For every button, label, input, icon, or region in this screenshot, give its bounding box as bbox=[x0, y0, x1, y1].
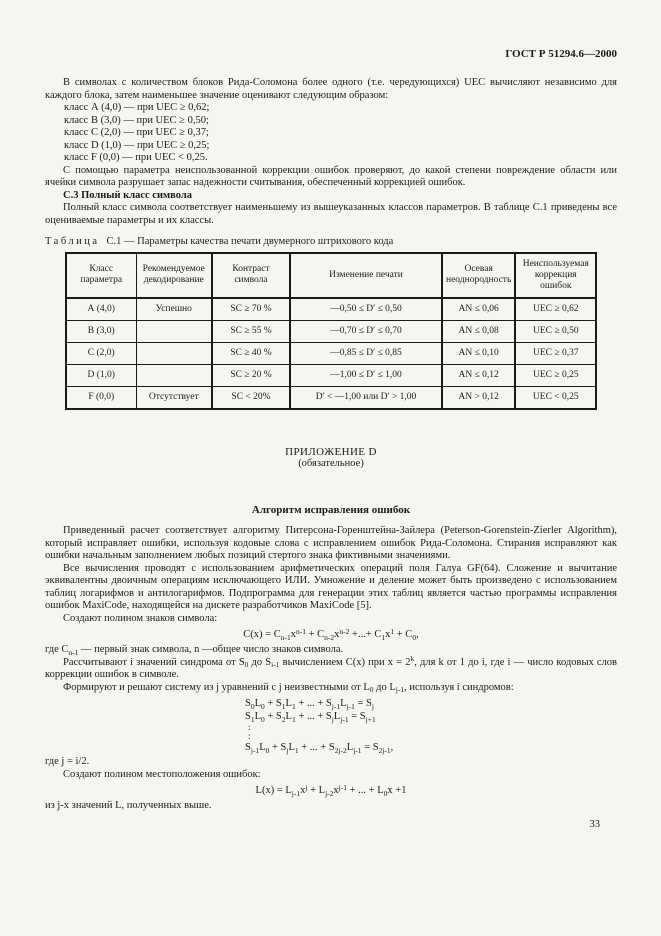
create-polynomial-line: Создают полином знаков символа: bbox=[63, 612, 218, 624]
column-header: Рекомендуемое декодирование bbox=[136, 253, 212, 298]
syndrome-equation-system bbox=[245, 697, 617, 754]
table-cell: —0,50 ≤ D′ ≤ 0,50 bbox=[290, 298, 442, 321]
equation-line: $S_1L_0 + S_2L_1$ + ... + $S_jL_{j-1} = S_{j+1}$ bbox=[245, 711, 376, 724]
table-header-row bbox=[66, 253, 596, 298]
symbol-polynomial-formula: $C(x) = C_{n-1}x^{n-1} + C_{n-2}x^{n-2}$ +...+ $C_1x^1 + C_0$, bbox=[243, 626, 419, 642]
list-item: класс D (1,0) — при UEC ≥ 0,25; bbox=[64, 139, 210, 151]
table-cell: SC ≥ 40 % bbox=[212, 342, 290, 364]
table-caption-text: С.1 — Параметры качества печати двумерного штрихового кода bbox=[106, 236, 394, 247]
table-caption bbox=[45, 236, 617, 249]
table-cell: AN > 0,12 bbox=[442, 386, 515, 409]
section-c3-heading: С.3 Полный класс символа bbox=[63, 189, 193, 201]
list-item: класс А (4,0) — при UEC ≥ 0,62; bbox=[64, 102, 210, 113]
table-cell bbox=[136, 342, 212, 364]
page-number: 33 bbox=[589, 818, 600, 830]
table-cell: С (2,0) bbox=[66, 342, 136, 364]
table-caption-word: Таблица bbox=[45, 236, 100, 247]
list-item: класс F (0,0) — при UEC < 0,25. bbox=[64, 152, 208, 163]
column-header: Неиспользуемая коррекция ошибок bbox=[515, 253, 596, 298]
uec-intro-paragraph: В символах с количеством блоков Рида-Соломона более одного (т.е. чередующихся) UEC вычисляют независимо для каждого блока, затем наименьшее значение оценивают следующим образом: bbox=[45, 77, 617, 101]
where-j-line: где j = i/2. bbox=[45, 756, 90, 767]
table-cell: D (1,0) bbox=[66, 364, 136, 386]
table-cell: —0,70 ≤ D′ ≤ 0,70 bbox=[290, 320, 442, 342]
table-cell: UEC ≥ 0,25 bbox=[515, 364, 596, 386]
table-cell: А (4,0) bbox=[66, 298, 136, 321]
table-row bbox=[66, 364, 596, 386]
table-row bbox=[66, 320, 596, 342]
list-item: класс В (3,0) — при UEC ≥ 0,50; bbox=[64, 114, 209, 126]
table-cell: —1,00 ≤ D′ ≤ 1,00 bbox=[290, 364, 442, 386]
column-header: Контраст символа bbox=[212, 253, 290, 298]
table-cell bbox=[136, 320, 212, 342]
table-cell: AN ≤ 0,08 bbox=[442, 320, 515, 342]
create-location-polynomial-line: Создают полином местоположения ошибок: bbox=[63, 768, 261, 780]
table-cell: F (0,0) bbox=[66, 386, 136, 409]
equation-line: $S_{j-1}L_0 + S_jL_1$ + ... + $S_{2j-2}L_{j-1} = S_{2j-1}$, bbox=[245, 742, 394, 755]
table-row bbox=[66, 386, 596, 409]
table-cell: SC ≥ 20 % bbox=[212, 364, 290, 386]
list-item: класс С (2,0) — при UEC ≥ 0,37; bbox=[64, 127, 209, 138]
appendix-subtitle: (обязательное) bbox=[298, 458, 364, 469]
table-cell: SC < 20% bbox=[212, 386, 290, 409]
table-cell: SC ≥ 70 % bbox=[212, 298, 290, 321]
table-row bbox=[66, 298, 596, 321]
column-header: Изменение печати bbox=[290, 253, 442, 298]
vertical-ellipsis: : bbox=[248, 731, 251, 741]
table-cell bbox=[136, 364, 212, 386]
table-row bbox=[66, 342, 596, 364]
table-cell: Успешно bbox=[136, 298, 212, 321]
syndrome-paragraph: Рассчитывают i значений синдрома от $S_0$ до $S_{i-1}$ вычислением C(x) при $x = 2^k$, для k от 1 до i, где i — число кодовых слов коррекции ошибок в символе. bbox=[45, 654, 617, 680]
appendix-paragraph-1: Приведенный расчет соответствует алгоритму Питерсона-Горенштейна-Зайлера (Peterson-Gorenstein-Zierler Algorithm), который исправляет ошибки, используя кодовые слова с исправлением ошибок Рида-Соломона. Стирания исправляют как ошибки начальным заполнением любых позиций стертого знака фиктивными значениями. bbox=[45, 525, 617, 561]
from-j-values-line: из j-х значений L, полученных выше. bbox=[45, 800, 212, 811]
table-cell: D′ < —1,00 или D′ > 1,00 bbox=[290, 386, 442, 409]
table-cell: UEC < 0,25 bbox=[515, 386, 596, 409]
table-cell: —0,85 ≤ D′ ≤ 0,85 bbox=[290, 342, 442, 364]
table-cell: В (3,0) bbox=[66, 320, 136, 342]
section-c3-paragraph: Полный класс символа соответствует наименьшему из вышеуказанных классов параметров. В таблице С.1 приведены все оцениваемые параметры и их классы. bbox=[45, 202, 617, 226]
appendix-paragraph-2: Все вычисления проводят с использованием арифметических операций поля Галуа GF(64). Сложение и вычитание эквивалентны двоичным операциям исключающего ИЛИ. Умножение и деление может быть произведено с использованием таблиц логарифмов и антилогарифмов. Подпрограмма для генерации этих таблиц является частью программы исправления ошибок MaxiCode, находящейся на дискете разработчиков MaxiCode [5]. bbox=[45, 562, 617, 611]
system-intro-paragraph: Формируют и решают систему из j уравнений с j неизвестными от $L_0$ до $L_{j-1}$, используя i синдромов: bbox=[63, 681, 514, 694]
table-cell: UEC ≥ 0,50 bbox=[515, 320, 596, 342]
equation-line: $S_0L_0 + S_1L_1$ + ... + $S_{j-1}L_{j-1} = S_j$ bbox=[245, 698, 374, 711]
error-location-polynomial-formula: $L(x) = L_{j-1}x^j + L_{j-2}x^{j-1}$ + ... + $L_0x +1$ bbox=[255, 782, 407, 798]
appendix-heading: Алгоритм исправления ошибок bbox=[251, 503, 411, 516]
print-quality-table bbox=[65, 252, 597, 410]
table-cell: AN ≤ 0,10 bbox=[442, 342, 515, 364]
uec-note-paragraph: С помощью параметра неиспользованной коррекции ошибок проверяют, до какой степени повреждение области или ячейки символа разрушает запас надежности считывания, обеспеченный коррекцией ошибок. bbox=[45, 164, 617, 188]
table-cell: UEC ≥ 0,37 bbox=[515, 342, 596, 364]
column-header: Осевая неоднородность bbox=[442, 253, 515, 298]
appendix-title: ПРИЛОЖЕНИЕ D bbox=[285, 445, 377, 458]
standard-number-header: ГОСТ Р 51294.6—2000 bbox=[505, 48, 617, 60]
where-c-line: где $C_{n-1}$ — первый знак символа, n —общее число знаков символа. bbox=[45, 644, 344, 657]
table-cell: AN ≤ 0,06 bbox=[442, 298, 515, 321]
table-cell: Отсутствует bbox=[136, 386, 212, 409]
table-cell: AN ≤ 0,12 bbox=[442, 364, 515, 386]
column-header: Класс параметра bbox=[66, 253, 136, 298]
uec-class-list bbox=[45, 102, 617, 165]
vertical-ellipsis: : bbox=[248, 722, 251, 732]
table-cell: UEC ≥ 0,62 bbox=[515, 298, 596, 321]
table-cell: SC ≥ 55 % bbox=[212, 320, 290, 342]
